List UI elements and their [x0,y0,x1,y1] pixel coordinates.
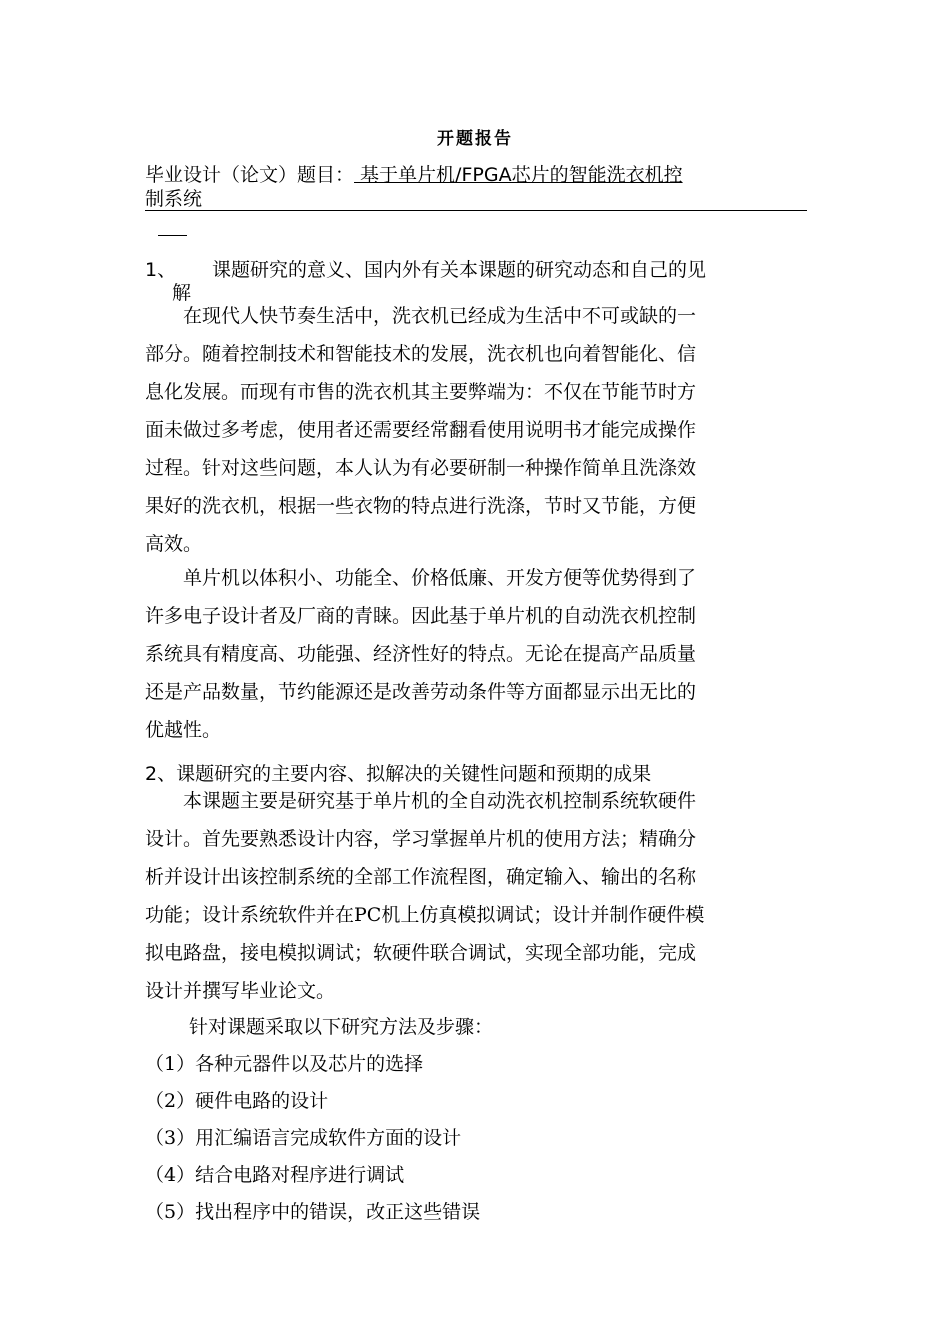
section1-heading: 课题研究的意义、国内外有关本课题的研究动态和自己的见 [212,259,707,281]
section2-paragraph [145,782,807,1010]
text-line: 功能；设计系统软件并在PC机上仿真模拟调试；设计并制作硬件模 [145,904,705,926]
text-line: 拟电路盘，接电模拟调试；软硬件联合调试，实现全部功能，完成 [145,942,697,964]
method-steps [145,1009,807,1231]
text-line: 高效。 [145,533,203,555]
section1-number: 1、 [145,259,177,281]
step-item: （4）结合电路对程序进行调试 [145,1164,405,1186]
topic-title-part2: 制系统 [145,188,807,211]
topic-label: 毕业设计（论文）题目： [145,164,355,186]
text-line: 许多电子设计者及厂商的青睐。因此基于单片机的自动洗衣机控制 [145,605,697,627]
step-item: （1）各种元器件以及芯片的选择 [145,1053,424,1075]
text-line: 息化发展。而现有市售的洗衣机其主要弊端为：不仅在节能节时方 [145,381,697,403]
step-item: （3）用汇编语言完成软件方面的设计 [145,1127,462,1149]
text-line: 设计并撰写毕业论文。 [145,980,336,1002]
short-underline [158,235,187,236]
text-line: 还是产品数量，节约能源还是改善劳动条件等方面都显示出无比的 [145,681,697,703]
section1-heading-cont: 解 [172,282,192,304]
text-line: 过程。针对这些问题，本人认为有必要研制一种操作简单且洗涤效 [145,457,697,479]
text-line: 系统具有精度高、功能强、经济性好的特点。无论在提高产品质量 [145,643,697,665]
text-line: 部分。随着控制技术和智能技术的发展，洗衣机也向着智能化、信 [145,343,697,365]
thesis-topic-line [145,162,807,188]
text-line: 单片机以体积小、功能全、价格低廉、开发方便等优势得到了 [145,567,697,589]
step-item: （2）硬件电路的设计 [145,1090,329,1112]
steps-intro: 针对课题采取以下研究方法及步骤： [189,1016,494,1038]
text-line: 本课题主要是研究基于单片机的全自动洗衣机控制系统软硬件 [145,790,697,812]
report-title: 开题报告 [437,129,513,149]
text-line: 优越性。 [145,719,222,741]
section2-heading: 2、课题研究的主要内容、拟解决的关键性问题和预期的成果 [145,763,652,785]
section1-paragraph-2 [145,559,807,749]
text-line: 在现代人快节奏生活中，洗衣机已经成为生活中不可或缺的一 [145,305,697,327]
text-line: 析并设计出该控制系统的全部工作流程图，确定输入、输出的名称 [145,866,697,888]
text-line: 设计。首先要熟悉设计内容，学习掌握单片机的使用方法；精确分 [145,828,697,850]
step-item: （5）找出程序中的错误，改正这些错误 [145,1201,481,1223]
topic-title-part1: 基于单片机/FPGA芯片的智能洗衣机控 [354,164,683,186]
section1-paragraph-1 [145,297,807,563]
text-line: 面未做过多考虑，使用者还需要经常翻看使用说明书才能完成操作 [145,419,697,441]
text-line: 果好的洗衣机，根据一些衣物的特点进行洗涤，节时又节能，方便 [145,495,697,517]
